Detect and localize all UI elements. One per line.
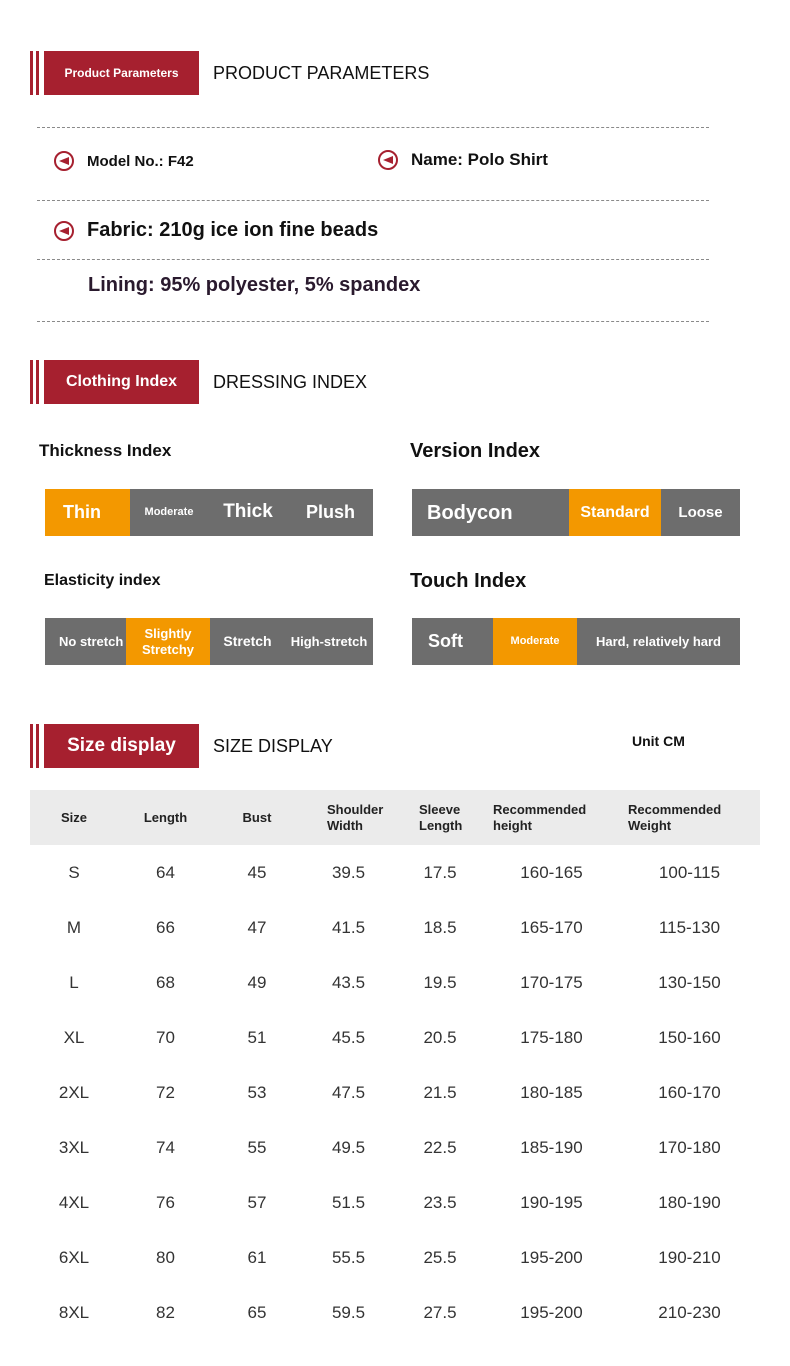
cell-length: 74 — [156, 1137, 175, 1157]
product-parameters-header — [30, 51, 450, 95]
cell-length: 76 — [156, 1192, 175, 1212]
cell-bust: 65 — [247, 1302, 267, 1322]
cell-recommended-height: 190-195 — [520, 1192, 583, 1212]
elasticity-index-title: Elasticity index — [44, 572, 161, 589]
cell-sleeve-length: 19.5 — [423, 972, 457, 992]
dressing-index-header — [30, 360, 450, 404]
cell-recommended-height: 185-190 — [520, 1137, 583, 1157]
cell-length: 64 — [156, 862, 175, 882]
section-title: SIZE DISPLAY — [213, 735, 333, 756]
cell-length: 70 — [156, 1027, 175, 1047]
cell-sleeve-length: 17.5 — [423, 862, 457, 882]
elasticity-option-stretch: Stretch — [223, 633, 272, 650]
header-size: Size — [60, 809, 87, 825]
header-sleeve-length: Sleeve Length — [419, 801, 463, 833]
table-row — [30, 1120, 760, 1175]
table-row — [30, 1175, 760, 1230]
cell-length: 66 — [156, 917, 175, 937]
touch-index-title: Touch Index — [410, 570, 527, 592]
accent-bar — [30, 724, 33, 768]
lining-text: Lining: 95% polyester, 5% spandex — [88, 274, 421, 296]
cell-sleeve-length: 21.5 — [423, 1082, 457, 1102]
cell-shoulder-width: 45.5 — [331, 1027, 366, 1047]
cell-size: M — [66, 917, 82, 937]
header-recommended-weight: Recommended Weight — [628, 801, 722, 833]
section-tag: Size display — [44, 724, 199, 768]
cell-recommended-height: 165-170 — [520, 917, 583, 937]
size-table — [30, 790, 760, 1340]
cell-size: 2XL — [58, 1082, 90, 1102]
cell-size: 4XL — [58, 1192, 90, 1212]
cell-length: 68 — [156, 972, 175, 992]
touch-index-bar — [412, 618, 740, 665]
cell-recommended-height: 195-200 — [520, 1247, 583, 1267]
cell-shoulder-width: 39.5 — [331, 862, 366, 882]
thickness-option-plush: Plush — [305, 501, 355, 522]
size-table-body — [30, 845, 760, 1340]
table-row — [30, 1230, 760, 1285]
divider — [37, 127, 709, 128]
thickness-index-bar — [45, 489, 373, 536]
cell-recommended-height: 180-185 — [520, 1082, 583, 1102]
product-name — [378, 150, 548, 170]
cell-bust: 49 — [247, 972, 267, 992]
touch-option-moderate: Moderate — [493, 618, 577, 665]
version-option-standard: Standard — [569, 489, 661, 536]
cell-bust: 57 — [247, 1192, 267, 1212]
cell-sleeve-length: 20.5 — [423, 1027, 457, 1047]
cell-recommended-weight: 210-230 — [658, 1302, 721, 1322]
touch-option-soft: Soft — [428, 630, 463, 651]
model-number-text: Model No.: F42 — [87, 152, 194, 170]
cell-recommended-weight: 190-210 — [658, 1247, 721, 1267]
model-number — [54, 151, 194, 171]
elasticity-option-slightly-stretchy: Slightly Stretchy — [126, 618, 210, 665]
cell-size: S — [68, 862, 80, 882]
cell-bust: 61 — [247, 1247, 267, 1267]
version-option-loose: Loose — [678, 503, 723, 521]
cell-recommended-height: 195-200 — [520, 1302, 583, 1322]
arrow-left-icon — [378, 150, 398, 170]
thickness-option-thick: Thick — [223, 501, 273, 523]
version-index-bar — [412, 489, 740, 536]
cell-recommended-weight: 180-190 — [658, 1192, 721, 1212]
cell-size: 6XL — [58, 1247, 90, 1267]
table-row — [30, 955, 760, 1010]
cell-shoulder-width: 51.5 — [331, 1192, 366, 1212]
header-length: Length — [143, 809, 188, 825]
section-title: DRESSING INDEX — [213, 371, 368, 392]
size-display-header — [30, 724, 450, 768]
cell-recommended-weight: 115-130 — [658, 917, 721, 937]
table-row — [30, 1065, 760, 1120]
cell-length: 82 — [156, 1302, 175, 1322]
cell-shoulder-width: 47.5 — [331, 1082, 366, 1102]
divider — [37, 321, 709, 322]
touch-option-hard: Hard, relatively hard — [596, 633, 721, 649]
thickness-option-thin: Thin — [45, 489, 130, 536]
elasticity-option-high-stretch: High-stretch — [290, 633, 368, 649]
cell-size: L — [69, 972, 79, 992]
cell-recommended-height: 170-175 — [520, 972, 583, 992]
cell-shoulder-width: 59.5 — [331, 1302, 366, 1322]
fabric — [54, 219, 378, 242]
fabric-text: Fabric: 210g ice ion fine beads — [87, 219, 379, 241]
cell-recommended-weight: 160-170 — [658, 1082, 721, 1102]
thickness-index-title: Thickness Index — [39, 441, 172, 460]
arrow-left-icon — [54, 221, 74, 241]
product-name-text: Name: Polo Shirt — [411, 150, 548, 169]
lining — [88, 274, 420, 297]
accent-bar — [30, 360, 33, 404]
version-option-bodycon: Bodycon — [427, 501, 513, 524]
cell-recommended-weight: 170-180 — [658, 1137, 721, 1157]
cell-bust: 53 — [247, 1082, 267, 1102]
accent-bar — [36, 360, 39, 404]
accent-bar — [30, 51, 33, 95]
thickness-option-moderate: Moderate — [144, 505, 194, 518]
cell-size: XL — [63, 1027, 85, 1047]
accent-bar — [36, 51, 39, 95]
elasticity-option-no-stretch: No stretch — [59, 633, 124, 649]
section-title: PRODUCT PARAMETERS — [213, 62, 430, 83]
elasticity-index-bar — [45, 618, 373, 665]
cell-sleeve-length: 27.5 — [423, 1302, 457, 1322]
cell-sleeve-length: 23.5 — [423, 1192, 457, 1212]
unit-label: Unit CM — [632, 733, 685, 749]
cell-recommended-height: 160-165 — [520, 862, 583, 882]
header-shoulder-width: Shoulder Width — [327, 801, 384, 833]
divider — [37, 259, 709, 260]
cell-recommended-weight: 100-115 — [658, 862, 721, 882]
accent-bar — [36, 724, 39, 768]
cell-shoulder-width: 49.5 — [331, 1137, 366, 1157]
header-bust: Bust — [242, 809, 272, 825]
divider — [37, 200, 709, 201]
section-tag: Clothing Index — [44, 360, 199, 404]
version-index-title: Version Index — [410, 440, 541, 462]
cell-shoulder-width: 43.5 — [331, 972, 366, 992]
cell-sleeve-length: 25.5 — [423, 1247, 457, 1267]
table-row — [30, 900, 760, 955]
cell-size: 8XL — [58, 1302, 90, 1322]
cell-bust: 47 — [247, 917, 267, 937]
table-row — [30, 845, 760, 900]
table-row — [30, 1285, 760, 1340]
cell-shoulder-width: 55.5 — [331, 1247, 366, 1267]
cell-length: 80 — [156, 1247, 175, 1267]
cell-bust: 51 — [247, 1027, 267, 1047]
cell-recommended-weight: 130-150 — [658, 972, 721, 992]
cell-size: 3XL — [58, 1137, 90, 1157]
cell-recommended-height: 175-180 — [520, 1027, 583, 1047]
header-recommended-height: Recommended height — [493, 801, 587, 833]
cell-shoulder-width: 41.5 — [331, 917, 366, 937]
cell-sleeve-length: 22.5 — [423, 1137, 457, 1157]
cell-bust: 45 — [247, 862, 267, 882]
cell-sleeve-length: 18.5 — [423, 917, 457, 937]
table-row — [30, 1010, 760, 1065]
section-tag: Product Parameters — [44, 51, 199, 95]
cell-bust: 55 — [247, 1137, 267, 1157]
size-table-header-row — [30, 790, 760, 845]
arrow-left-icon — [54, 151, 74, 171]
cell-length: 72 — [156, 1082, 175, 1102]
cell-recommended-weight: 150-160 — [658, 1027, 721, 1047]
